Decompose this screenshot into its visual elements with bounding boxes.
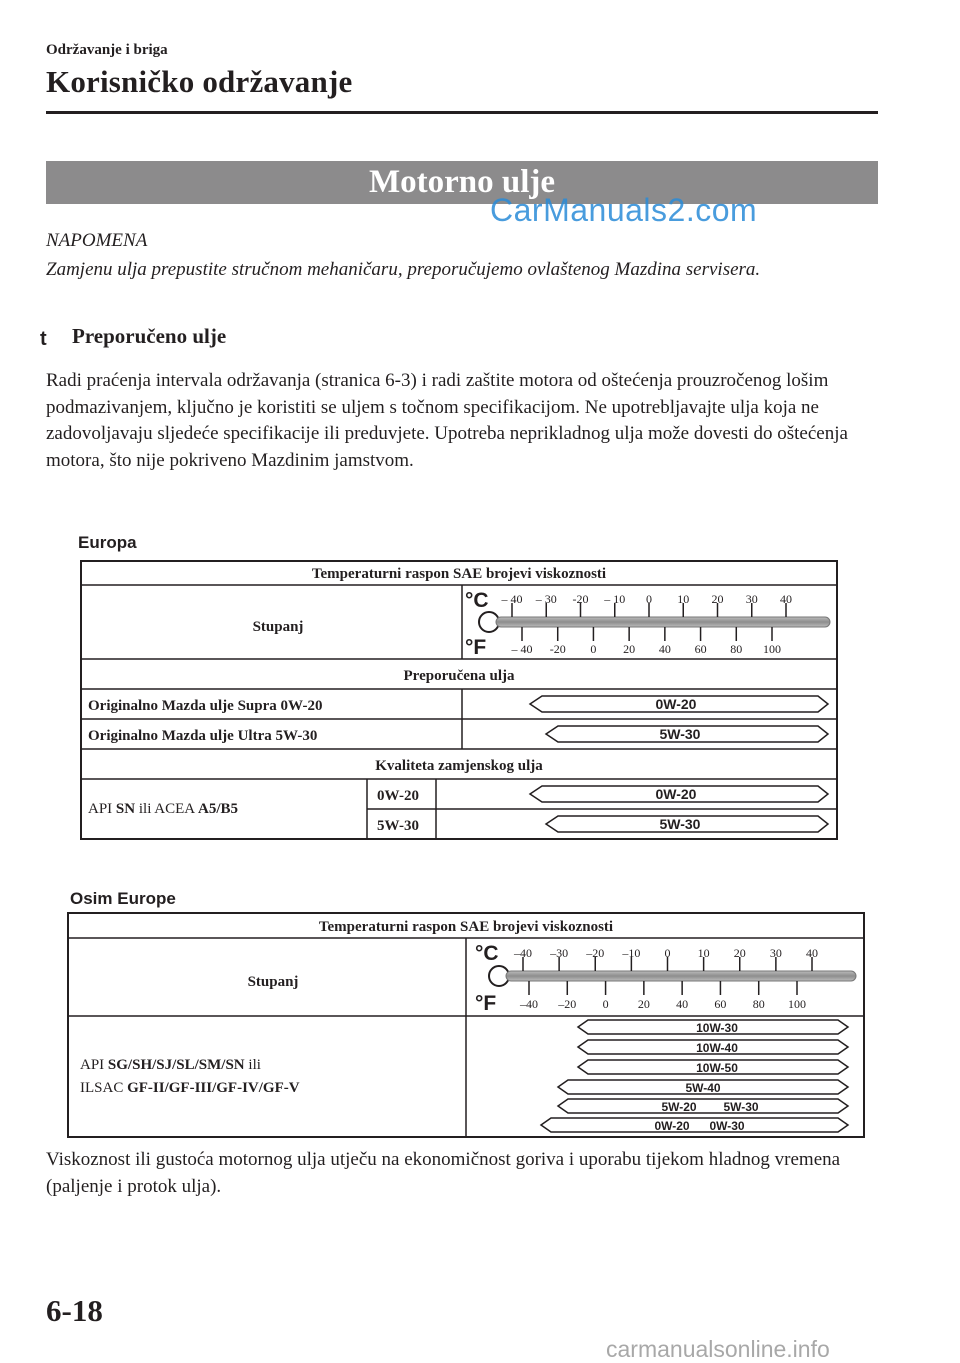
scale-tick-label: 60 xyxy=(714,997,727,1011)
scale-tick-label: 80 xyxy=(752,997,765,1011)
europe-thermometer xyxy=(465,589,830,659)
scale-tick-label: 100 xyxy=(763,642,781,656)
grade-label: 5W-40 xyxy=(685,1081,721,1095)
grade-label: 0W-30 xyxy=(709,1119,745,1133)
grade-label: 0W-20 xyxy=(655,696,697,712)
scale-tick-label: 40 xyxy=(806,946,818,960)
grade-label: 5W-30 xyxy=(723,1100,759,1114)
scale-tick-label: 20 xyxy=(711,592,724,606)
europe-grade-arrows xyxy=(530,696,828,832)
fahrenheit-unit: °F xyxy=(465,636,487,659)
scale-tick-label: 40 xyxy=(658,642,671,656)
note-text: Zamjenu ulja prepustite stručnom mehaničaru, preporučujemo ovlaštenog Mazdina servisera. xyxy=(46,259,761,280)
scale-tick-label: – 30 xyxy=(535,592,557,606)
scale-tick-label: 0 xyxy=(602,997,609,1011)
grade-arrow xyxy=(541,1118,848,1132)
scale-tick-label: –10 xyxy=(622,946,641,960)
scale-tick-label: –20 xyxy=(586,946,605,960)
scale-tick-label: 80 xyxy=(730,642,743,656)
grade-label: 10W-50 xyxy=(696,1061,738,1075)
scale-tick-label: 30 xyxy=(769,946,782,960)
europe-degree-label: Stupanj xyxy=(252,619,304,635)
scale-tick-label: 100 xyxy=(788,997,806,1011)
europe-oil1-name: Originalno Mazda ulje Supra 0W-20 xyxy=(88,698,323,714)
subsection-heading: Preporučeno ulje xyxy=(72,324,227,348)
grade-label: 10W-30 xyxy=(696,1021,738,1035)
grade-label: 10W-40 xyxy=(696,1041,738,1055)
grade-label: 0W-20 xyxy=(655,786,697,802)
scale-tick-label: – 40 xyxy=(501,592,523,606)
bottom-watermark: carmanualsonline.info xyxy=(606,1336,830,1362)
running-title: Održavanje i briga xyxy=(46,42,168,58)
europe-oil2-name: Originalno Mazda ulje Ultra 5W-30 xyxy=(88,728,318,744)
other-grade-arrows xyxy=(541,1020,848,1133)
scale-tick-label: -20 xyxy=(572,592,589,606)
table-label-europe: Europa xyxy=(78,533,137,552)
grade-label: 5W-20 xyxy=(661,1100,697,1114)
celsius-ticks xyxy=(513,946,818,971)
europe-alt1-name: 0W-20 xyxy=(377,788,419,804)
europe-section-alternative: Kvaliteta zamjenskog ulja xyxy=(375,758,543,774)
scale-tick-label: 40 xyxy=(676,997,689,1011)
scale-tick-label: –40 xyxy=(514,946,532,960)
fahrenheit-ticks xyxy=(511,627,782,656)
europe-api-spec: API SN ili ACEA A5/B5 xyxy=(88,801,239,817)
other-thermometer xyxy=(475,942,856,1015)
grade-label: 0W-20 xyxy=(654,1119,690,1133)
grade-label: 5W-30 xyxy=(659,816,701,832)
scale-tick-label: 0 xyxy=(646,592,652,606)
scale-tick-label: 60 xyxy=(694,642,707,656)
scale-tick-label: 30 xyxy=(745,592,758,606)
scale-tick-label: –40 xyxy=(520,997,538,1011)
europe-table-title: Temperaturni raspon SAE brojevi viskoznosti xyxy=(311,566,607,582)
scale-tick-label: –20 xyxy=(558,997,577,1011)
footer-paragraph: Viskoznost ili gustoća motornog ulja utječu na ekonomičnost goriva i uporabu tijekom hladnog vremena (paljenje i protok ulja). xyxy=(46,1149,841,1197)
scale-tick-label: 40 xyxy=(780,592,792,606)
fahrenheit-ticks xyxy=(519,981,806,1011)
celsius-unit: °C xyxy=(465,589,489,612)
section-title: Motorno ulje xyxy=(368,164,556,200)
scale-tick-label: –30 xyxy=(550,946,569,960)
scale-tick-label: 20 xyxy=(733,946,746,960)
fahrenheit-unit: °F xyxy=(475,992,497,1015)
other-api-line1: API SG/SH/SJ/SL/SM/SN ili xyxy=(80,1057,261,1073)
grade-arrow xyxy=(558,1099,848,1113)
scale-tick-label: – 10 xyxy=(604,592,626,606)
other-table-title: Temperaturni raspon SAE brojevi viskoznosti xyxy=(318,919,614,935)
page-number: 6-18 xyxy=(46,1293,103,1328)
scale-tick-label: -20 xyxy=(549,642,566,656)
scale-tick-label: 0 xyxy=(590,642,597,656)
note-heading: NAPOMENA xyxy=(46,230,148,251)
grade-label: 5W-30 xyxy=(659,726,701,742)
scale-tick-label: 10 xyxy=(697,946,710,960)
scale-tick-label: 20 xyxy=(623,642,636,656)
celsius-ticks xyxy=(501,592,793,617)
other-api-line2: ILSAC GF-II/GF-III/GF-IV/GF-V xyxy=(80,1080,300,1096)
chapter-title: Korisničko održavanje xyxy=(46,64,353,99)
celsius-unit: °C xyxy=(475,942,499,965)
other-degree-label: Stupanj xyxy=(247,974,299,990)
scale-tick-label: 0 xyxy=(664,946,671,960)
table-label-other: Osim Europe xyxy=(70,889,176,908)
scale-tick-label: 20 xyxy=(637,997,650,1011)
europe-section-recommended: Preporučena ulja xyxy=(403,668,515,684)
body-paragraph: Radi praćenja intervala održavanja (stranica 6-3) i radi zaštite motora od oštećenja prouzročenog lošim podmazivanjem, ključno je koristiti se uljem s točnom specifikacijom. Ne upotrebljavajte ulja koja ne zadovoljavaju sljedeće specifikacije ili preduvjete. Upotreba neprikladnog ulja može dovesti do oštećenja motora, što nije pokriveno Mazdinim jamstvom. xyxy=(46,370,848,471)
watermark: CarManuals2.com xyxy=(490,192,758,228)
scale-tick-label: – 40 xyxy=(511,642,533,656)
scale-tick-label: 10 xyxy=(677,592,690,606)
europe-alt2-name: 5W-30 xyxy=(377,818,419,834)
bullet-icon: t xyxy=(40,328,47,350)
